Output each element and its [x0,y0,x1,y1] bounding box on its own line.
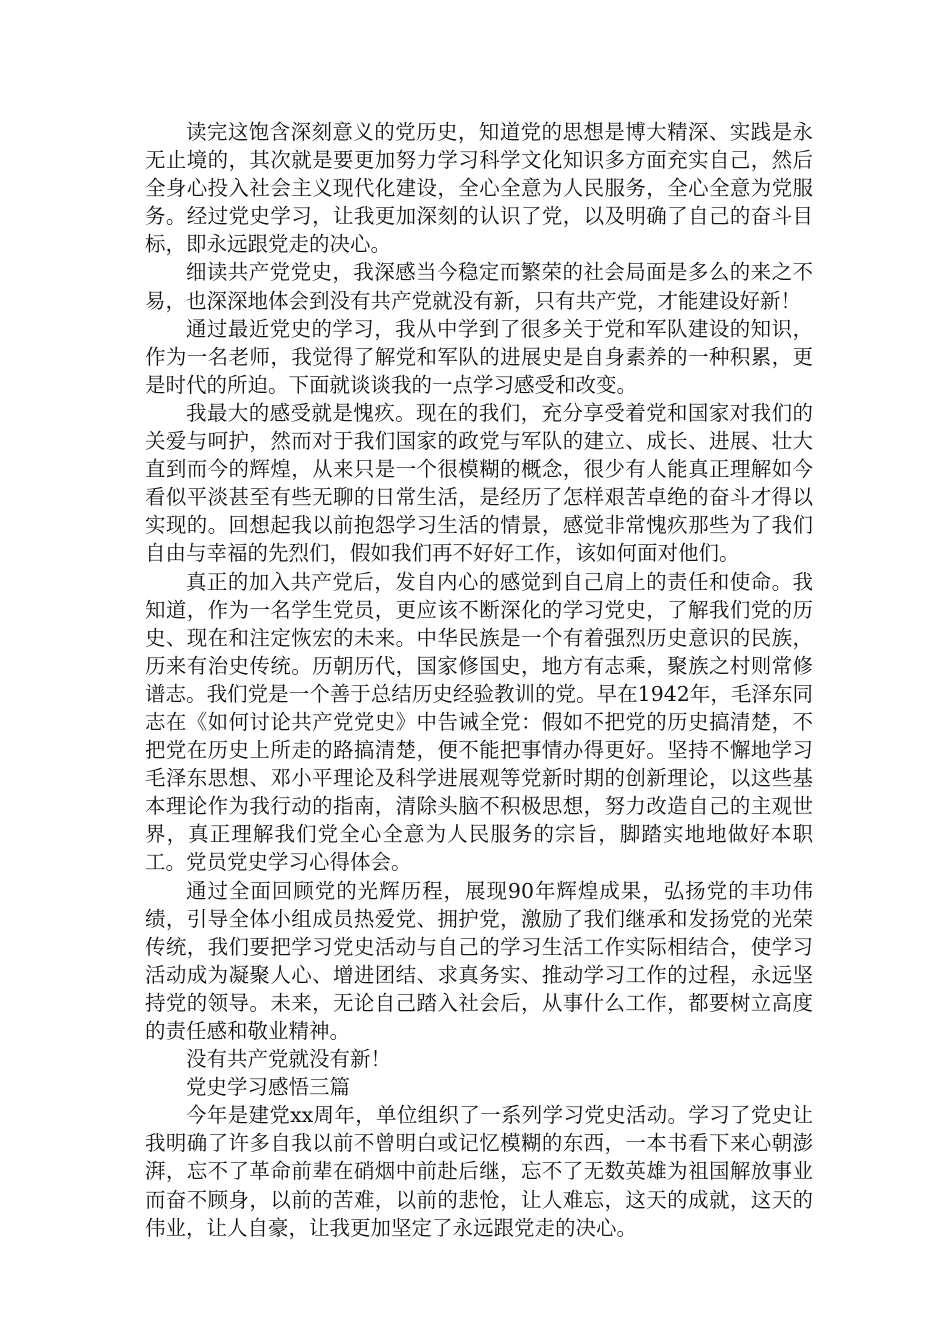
document-body [145,118,813,1242]
slogan-line: 没有共产党就没有新！ [186,1047,391,1072]
paragraph-5: 真正的加入共产党后，发自内心的感觉到自己肩上的责任和使命。我知道，作为一名学生党员，更应该不断深化的学习党史，了解我们党的历史、现在和注定恢宏的未来。中华民族是一个有着强烈历史意识的民族，历来有治史传统。历朝历代，国家修国史，地方有志乘，聚族之村则常修谱志。我们党是一个善于总结历史经验教训的党。早在1942年，毛泽东同志在《如何讨论共产党党史》中告诫全党：假如不把党的历史搞清楚，不把党在历史上所走的路搞清楚，便不能把事情办得更好。坚持不懈地学习毛泽东思想、邓小平理论及科学进展观等党新时期的创新理论，以这些基本理论作为我行动的指南，清除头脑不积极思想，努力改造自己的主观世界，真正理解我们党全心全意为人民服务的宗旨，脚踏实地地做好本职工。党员党史学习心得体会。 [145,569,813,875]
paragraph-2: 细读共产党党史，我深感当今稳定而繁荣的社会局面是多么的来之不易，也深深地体会到没有共产党就没有新，只有共产党，才能建设好新！ [145,260,813,313]
paragraph-7: 今年是建党xx周年，单位组织了一系列学习党史活动。学习了党史让我明确了许多自我以前不曾明白或记忆模糊的东西，一本书看下来心朝澎湃，忘不了革命前辈在硝烟中前赴后继，忘不了无数英雄为祖国解放事业而奋不顾身，以前的苦难，以前的悲怆，让人难忘，这天的成就，这天的伟业，让人自豪，让我更加坚定了永远跟党走的决心。 [145,1103,813,1240]
paragraph-1: 读完这饱含深刻意义的党历史，知道党的思想是博大精深、实践是永无止境的，其次就是要更加努力学习科学文化知识多方面充实自己，然后全身心投入社会主义现代化建设，全心全意为人民服务，全心全意为党服务。经过党史学习，让我更加深刻的认识了党，以及明确了自己的奋斗目标，即永远跟党走的决心。 [145,120,813,257]
paragraph-4: 我最大的感受就是愧疚。现在的我们，充分享受着党和国家对我们的关爱与呵护，然而对于我们国家的政党与军队的建立、成长、进展、壮大直到而今的辉煌，从来只是一个很模糊的概念，很少有人能真正理解如今看似平淡甚至有些无聊的日常生活，是经历了怎样艰苦卓绝的奋斗才得以实现的。回想起我以前抱怨学习生活的情景，感觉非常愧疚那些为了我们自由与幸福的先烈们，假如我们再不好好工作，该如何面对他们。 [145,400,813,566]
section-heading: 党史学习感悟三篇 [186,1075,350,1100]
paragraph-3: 通过最近党史的学习，我从中学到了很多关于党和军队建设的知识，作为一名老师，我觉得了解党和军队的进展史是自身素养的一种积累，更是时代的所迫。下面就谈谈我的一点学习感受和改变。 [145,316,813,397]
paragraph-6: 通过全面回顾党的光辉历程，展现90年辉煌成果，弘扬党的丰功伟绩，引导全体小组成员热爱党、拥护党，激励了我们继承和发扬党的光荣传统，我们要把学习党史活动与自己的学习生活工作实际相结合，使学习活动成为凝聚人心、增进团结、求真务实、推动学习工作的过程，永远坚持党的领导。未来，无论自己踏入社会后，从事什么工作，都要树立高度的责任感和敬业精神。 [145,878,813,1043]
